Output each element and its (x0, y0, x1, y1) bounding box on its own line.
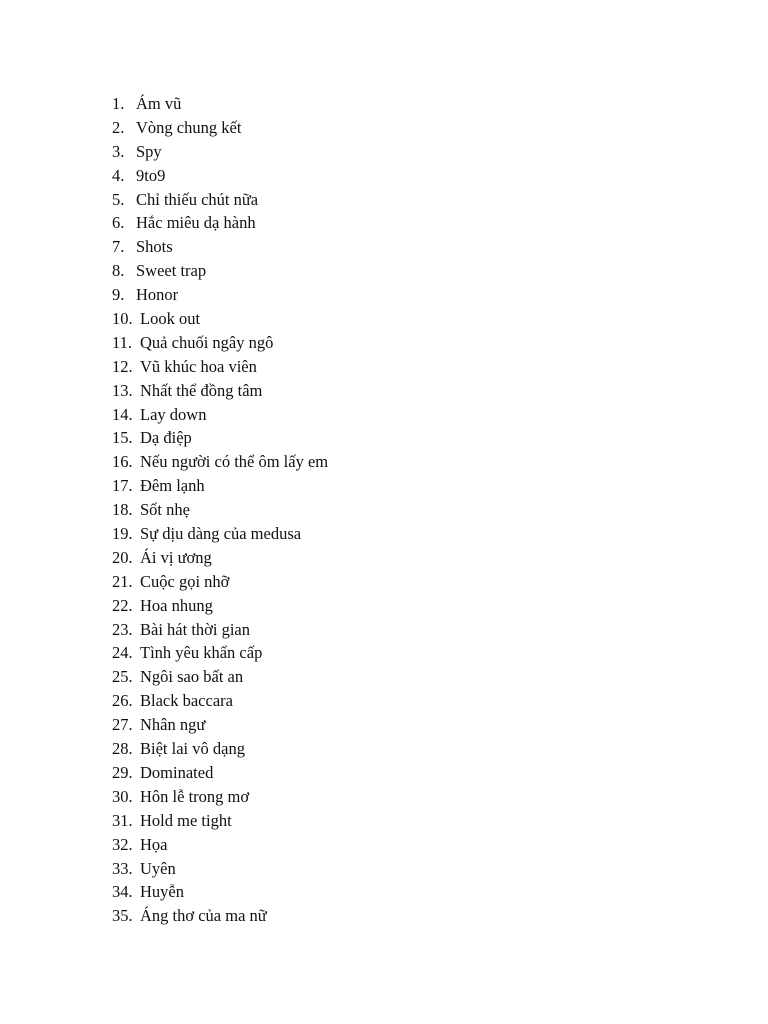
item-title: Nhất thể đồng tâm (140, 380, 263, 400)
item-number: 30. (112, 786, 133, 806)
list-item (112, 235, 712, 259)
item-number: 10. (112, 309, 133, 329)
list-item (112, 570, 712, 594)
item-title: Huyễn (140, 882, 184, 902)
item-title: Spy (136, 141, 162, 161)
item-title: Hắc miêu dạ hành (136, 213, 256, 233)
item-title: Nếu người có thể ôm lấy em (140, 452, 329, 472)
list-item (112, 355, 712, 379)
list-item (112, 761, 712, 785)
item-title: Uyên (140, 858, 176, 878)
item-title: Dạ điệp (140, 428, 192, 448)
item-title: Vũ khúc hoa viên (140, 356, 257, 376)
list-item (112, 857, 712, 881)
item-number: 19. (112, 524, 133, 544)
list-item (112, 641, 712, 665)
list-item (112, 140, 712, 164)
item-title: Bài hát thời gian (140, 619, 250, 639)
list-item (112, 259, 712, 283)
item-title: Look out (140, 309, 201, 329)
list-item (112, 331, 712, 355)
item-number: 26. (112, 691, 133, 711)
item-number: 18. (112, 500, 133, 520)
list-item (112, 618, 712, 642)
item-title: Tình yêu khẩn cấp (140, 643, 263, 663)
item-number: 33. (112, 858, 133, 878)
item-title: Áng thơ của ma nữ (140, 906, 267, 926)
list-item (112, 713, 712, 737)
item-title: Sốt nhẹ (140, 500, 190, 520)
item-number: 9. (112, 285, 125, 305)
list-item (112, 403, 712, 427)
list-item (112, 92, 712, 116)
item-title: Hold me tight (140, 810, 232, 830)
item-number: 6. (112, 213, 125, 233)
item-number: 23. (112, 619, 133, 639)
item-number: 24. (112, 643, 133, 663)
list-item (112, 546, 712, 570)
item-number: 32. (112, 834, 133, 854)
item-number: 21. (112, 571, 133, 591)
list-item (112, 474, 712, 498)
item-title: Black baccara (140, 691, 233, 711)
item-title: Shots (136, 237, 173, 257)
list-item (112, 426, 712, 450)
item-number: 2. (112, 117, 125, 137)
list-item (112, 737, 712, 761)
item-title: Lay down (140, 404, 207, 424)
item-number: 16. (112, 452, 133, 472)
item-number: 11. (112, 332, 133, 352)
item-number: 12. (112, 356, 133, 376)
item-number: 34. (112, 882, 133, 902)
list-item (112, 665, 712, 689)
item-number: 22. (112, 595, 133, 615)
list-item (112, 379, 712, 403)
item-number: 29. (112, 762, 133, 782)
list-item (112, 450, 712, 474)
item-number: 7. (112, 237, 125, 257)
item-number: 20. (112, 547, 133, 567)
item-title: Honor (136, 285, 179, 305)
item-number: 27. (112, 715, 133, 735)
item-title: Vòng chung kết (136, 117, 242, 137)
item-number: 31. (112, 810, 133, 830)
list-item (112, 307, 712, 331)
list-item (112, 689, 712, 713)
list-item (112, 211, 712, 235)
song-list (112, 92, 712, 928)
item-title: Ám vũ (136, 94, 182, 113)
item-title: Cuộc gọi nhỡ (140, 571, 230, 591)
item-title: Hoa nhung (140, 595, 213, 615)
item-number: 28. (112, 739, 133, 759)
item-number: 4. (112, 165, 125, 185)
list-item (112, 188, 712, 212)
list-item (112, 809, 712, 833)
item-title: Nhân ngư (140, 715, 206, 735)
list-item (112, 283, 712, 307)
item-title: Ngôi sao bất an (140, 667, 244, 687)
list-item (112, 880, 712, 904)
item-number: 15. (112, 428, 133, 448)
list-item (112, 904, 712, 928)
item-title: 9to9 (136, 165, 166, 185)
item-number: 13. (112, 380, 133, 400)
item-title: Biệt lai vô dạng (140, 739, 245, 759)
item-number: 3. (112, 141, 125, 161)
item-title: Đêm lạnh (140, 476, 205, 496)
item-title: Ái vị ương (140, 547, 212, 567)
item-title: Họa (140, 834, 168, 854)
list-item (112, 833, 712, 857)
item-number: 5. (112, 189, 125, 209)
item-number: 25. (112, 667, 133, 687)
item-title: Dominated (140, 762, 214, 782)
list-item (112, 594, 712, 618)
item-number: 14. (112, 404, 133, 424)
item-number: 17. (112, 476, 133, 496)
item-title: Hôn lễ trong mơ (140, 786, 250, 806)
list-item (112, 164, 712, 188)
item-title: Chỉ thiếu chút nữa (136, 189, 259, 209)
list-item (112, 785, 712, 809)
item-title: Sweet trap (136, 261, 207, 281)
list-item (112, 498, 712, 522)
item-number: 1. (112, 94, 125, 113)
list-item (112, 116, 712, 140)
item-number: 8. (112, 261, 125, 281)
item-number: 35. (112, 906, 133, 926)
item-title: Quả chuối ngây ngô (140, 332, 274, 352)
item-title: Sự dịu dàng của medusa (140, 524, 302, 544)
list-item (112, 522, 712, 546)
